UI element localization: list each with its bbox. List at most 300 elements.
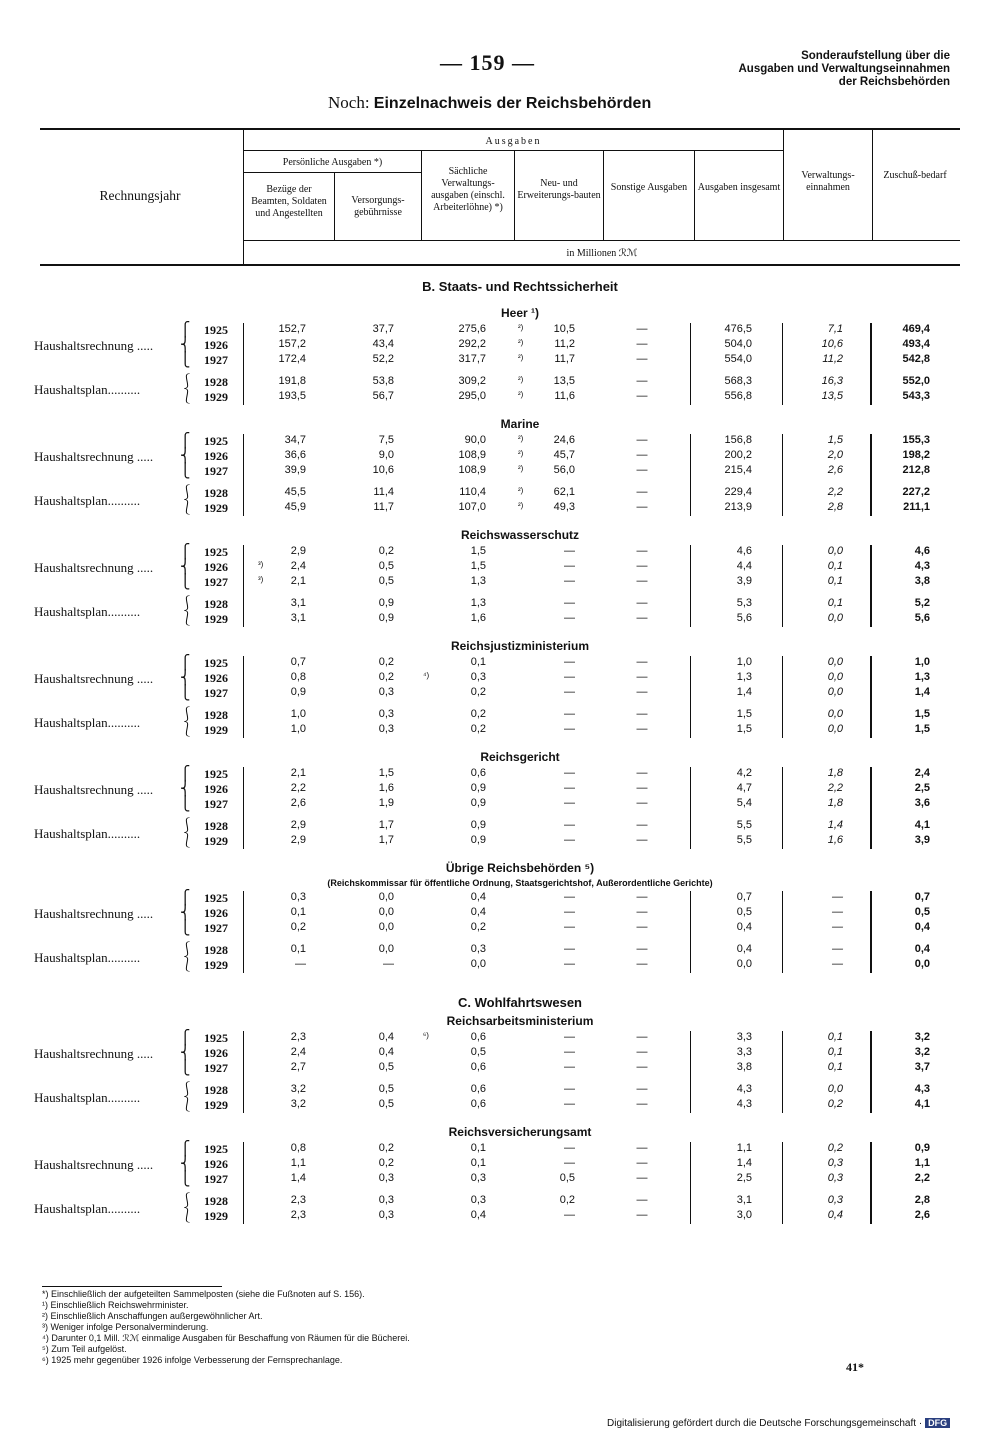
value-cell-c4: —	[564, 834, 575, 846]
row-label-plan: Haushaltsplan..........	[34, 493, 141, 508]
year-cell: 1929	[204, 612, 228, 626]
year-cell: 1926	[204, 671, 228, 685]
section-heading: Reichsjustizministerium	[450, 639, 590, 653]
value-cell-c2: 53,8	[372, 375, 394, 387]
value-cell-c2: 0,4	[378, 1046, 394, 1058]
value-cell-c3: 0,9	[470, 782, 486, 794]
value-cell-c8: 2,6	[914, 1209, 930, 1221]
value-cell-c2: 1,9	[378, 797, 394, 809]
value-cell-c5: —	[636, 723, 648, 735]
year-cell: 1925	[204, 1031, 228, 1045]
year-cell: 1928	[204, 1194, 228, 1208]
value-cell-c1: 172,4	[278, 353, 306, 365]
value-cell-c1: 0,9	[290, 686, 306, 698]
value-cell-c8: 542,8	[902, 353, 930, 365]
value-cell-c7: 0,1	[827, 1031, 843, 1043]
value-cell-c1: 3,1	[290, 612, 306, 624]
value-cell-c4: 11,6	[554, 390, 575, 402]
value-cell-c1: 2,3	[290, 1194, 306, 1206]
brace-icon: ⎧ ⎨ ⎩	[180, 1030, 191, 1076]
column-rule	[870, 767, 872, 849]
value-cell-c8: 0,0	[914, 958, 930, 970]
value-cell-c4: —	[564, 943, 575, 955]
value-cell-c5: —	[636, 686, 648, 698]
value-cell-c3: 1,3	[470, 597, 486, 609]
value-cell-c7: 1,6	[827, 834, 843, 846]
value-cell-c8: 155,3	[902, 434, 930, 446]
value-cell-c6: 3,3	[736, 1046, 752, 1058]
value-cell-c7: 0,1	[827, 575, 843, 587]
value-cell-c3: 0,1	[470, 656, 486, 668]
value-cell-c3: 0,9	[470, 819, 486, 831]
value-cell-c1: 45,5	[284, 486, 306, 498]
value-cell-c1: 0,8	[290, 671, 306, 683]
value-cell-c7: 0,1	[827, 1061, 843, 1073]
value-cell-c3: 90,0	[464, 434, 486, 446]
footnote-marker: ²)	[518, 501, 524, 510]
year-group	[0, 323, 1000, 405]
value-cell-c6: 4,3	[736, 1098, 752, 1110]
column-rule	[870, 434, 872, 516]
section-heading: Heer ¹)	[500, 306, 539, 320]
value-cell-c8: 1,4	[914, 686, 930, 698]
value-cell-c2: 52,2	[372, 353, 394, 365]
year-cell: 1927	[204, 353, 228, 367]
value-cell-c5: —	[636, 612, 648, 624]
value-cell-c1: 36,6	[284, 449, 306, 461]
section-heading: Reichsversicherungsamt	[448, 1125, 592, 1139]
value-cell-c2: 0,0	[378, 921, 394, 933]
value-cell-c8: 552,0	[902, 375, 930, 387]
value-cell-c7: —	[832, 906, 843, 918]
table-row	[0, 464, 1000, 479]
col-divider	[603, 151, 604, 240]
value-cell-c7: 0,2	[827, 1098, 843, 1110]
section-heading: Reichswasserschutz	[460, 528, 580, 542]
value-cell-c8: 4,1	[914, 1098, 930, 1110]
year-group	[0, 545, 1000, 627]
value-cell-c8: 0,9	[914, 1142, 930, 1154]
value-cell-c4: 49,3	[553, 501, 575, 513]
value-cell-c4: —	[564, 891, 575, 903]
header-bottom-rule	[40, 264, 960, 266]
value-cell-c2: 0,0	[378, 891, 394, 903]
value-cell-c3: 1,5	[470, 560, 486, 572]
value-cell-c3: 292,2	[458, 338, 486, 350]
value-cell-c7: 0,0	[827, 723, 843, 735]
table-row	[0, 1061, 1000, 1076]
value-cell-c6: 200,2	[724, 449, 752, 461]
value-cell-c5: —	[636, 560, 648, 572]
column-rule	[870, 323, 872, 405]
value-cell-c6: 229,4	[724, 486, 752, 498]
value-cell-c8: 1,5	[914, 723, 930, 735]
brace-icon: ⎰ ⎱	[180, 374, 194, 405]
brace-icon: ⎰ ⎱	[180, 485, 194, 516]
value-cell-c4: —	[564, 819, 575, 831]
year-cell: 1928	[204, 1083, 228, 1097]
brace-icon: ⎧ ⎨ ⎩	[180, 433, 191, 479]
value-cell-c7: 0,0	[827, 708, 843, 720]
rechnungsjahr-header: Rechnungsjahr	[99, 188, 181, 203]
column-rule	[870, 545, 872, 627]
table-body	[0, 275, 1000, 1224]
value-cell-c2: 0,2	[378, 656, 394, 668]
value-cell-c6: 215,4	[724, 464, 752, 476]
dfg-credit	[607, 1418, 950, 1429]
value-cell-c2: 56,7	[372, 390, 394, 402]
footnote-marker: ²)	[518, 434, 524, 443]
bezuege-header: Bezüge der Beamten, Soldaten und Angestellten	[251, 184, 327, 219]
table-row	[0, 353, 1000, 368]
value-cell-c5: —	[636, 834, 648, 846]
brace-icon: ⎰ ⎱	[180, 942, 194, 973]
table-row	[0, 921, 1000, 936]
value-cell-c4: —	[564, 1031, 575, 1043]
value-cell-c6: 4,7	[736, 782, 752, 794]
column-rule	[243, 767, 244, 849]
value-cell-c8: 2,4	[914, 767, 930, 779]
footnotes	[42, 1289, 410, 1366]
value-cell-c7: 0,0	[827, 671, 843, 683]
row-label-rechnung: Haushaltsrechnung .....	[34, 449, 154, 464]
footnote-marker: ⁴)	[423, 671, 430, 680]
value-cell-c4: —	[564, 656, 575, 668]
value-cell-c5: —	[636, 943, 648, 955]
value-cell-c5: —	[636, 782, 648, 794]
col-divider	[694, 151, 695, 240]
value-cell-c1: 2,3	[290, 1031, 306, 1043]
value-cell-c5: —	[636, 891, 648, 903]
value-cell-c2: 1,6	[378, 782, 394, 794]
value-cell-c4: 62,1	[553, 486, 575, 498]
page-title	[328, 93, 651, 113]
value-cell-c3: 0,2	[470, 708, 486, 720]
value-cell-c3: 295,0	[458, 390, 486, 402]
sonder-heading	[700, 50, 950, 89]
value-cell-c7: 11,2	[822, 353, 843, 365]
value-cell-c4: —	[564, 723, 575, 735]
value-cell-c4: 11,2	[554, 338, 575, 350]
value-cell-c3: 0,3	[470, 943, 486, 955]
value-cell-c4: —	[564, 575, 575, 587]
value-cell-c7: 0,1	[827, 560, 843, 572]
value-cell-c7: 2,0	[827, 449, 843, 461]
value-cell-c8: 198,2	[902, 449, 930, 461]
value-cell-c3: 0,6	[470, 1061, 486, 1073]
column-rule	[782, 767, 783, 849]
column-rule	[690, 323, 691, 405]
brace-icon: ⎧ ⎨ ⎩	[180, 655, 191, 701]
year-cell: 1927	[204, 1061, 228, 1075]
brace-icon: ⎧ ⎨ ⎩	[180, 766, 191, 812]
value-cell-c4: —	[564, 686, 575, 698]
value-cell-c6: 5,5	[736, 819, 752, 831]
value-cell-c1: 2,7	[290, 1061, 306, 1073]
page-reference: 41*	[846, 1360, 864, 1374]
value-cell-c5: —	[636, 575, 648, 587]
value-cell-c7: 7,1	[827, 323, 843, 335]
value-cell-c4: —	[564, 1098, 575, 1110]
value-cell-c1: 191,8	[278, 375, 306, 387]
value-cell-c3: 108,9	[458, 464, 486, 476]
year-cell: 1928	[204, 708, 228, 722]
year-cell: 1927	[204, 797, 228, 811]
value-cell-c1: 2,9	[290, 834, 306, 846]
value-cell-c6: 0,5	[736, 906, 752, 918]
brace-icon: ⎧ ⎨ ⎩	[180, 890, 191, 936]
column-rule	[782, 1031, 783, 1113]
row-label-rechnung: Haushaltsrechnung .....	[34, 560, 154, 575]
value-cell-c4: —	[564, 767, 575, 779]
value-cell-c7: 0,4	[827, 1209, 843, 1221]
year-cell: 1926	[204, 1046, 228, 1060]
year-cell: 1929	[204, 1209, 228, 1223]
year-group	[0, 434, 1000, 516]
value-cell-c8: 3,2	[914, 1046, 930, 1058]
value-cell-c2: 0,5	[378, 575, 394, 587]
value-cell-c8: 543,3	[902, 390, 930, 402]
value-cell-c3: 0,5	[470, 1046, 486, 1058]
year-group	[0, 891, 1000, 973]
value-cell-c2: 0,4	[378, 1031, 394, 1043]
year-cell: 1929	[204, 834, 228, 848]
value-cell-c3: 0,1	[470, 1157, 486, 1169]
row-label-plan: Haushaltsplan..........	[34, 715, 141, 730]
zuschuss-header: Zuschuß-bedarf	[883, 170, 947, 181]
brace-icon: ⎰ ⎱	[180, 818, 194, 849]
value-cell-c6: 3,3	[736, 1031, 752, 1043]
value-cell-c1: 2,4	[290, 560, 306, 572]
value-cell-c8: 3,2	[914, 1031, 930, 1043]
column-rule	[243, 656, 244, 738]
value-cell-c3: 0,6	[470, 1098, 486, 1110]
value-cell-c4: 45,7	[553, 449, 575, 461]
value-cell-c8: 1,5	[914, 708, 930, 720]
value-cell-c8: 5,2	[914, 597, 930, 609]
value-cell-c3: 0,3	[470, 1172, 486, 1184]
year-cell: 1928	[204, 943, 228, 957]
brace-icon: ⎧ ⎨ ⎩	[180, 544, 191, 590]
value-cell-c4: 10,5	[553, 323, 575, 335]
value-cell-c8: 0,4	[914, 921, 930, 933]
value-cell-c6: 3,0	[736, 1209, 752, 1221]
year-cell: 1929	[204, 390, 228, 404]
value-cell-c6: 0,4	[736, 921, 752, 933]
value-cell-c4: —	[564, 671, 575, 683]
footnote-rule	[42, 1286, 222, 1287]
value-cell-c8: 493,4	[902, 338, 930, 350]
year-cell: 1929	[204, 723, 228, 737]
table-row	[0, 323, 1000, 338]
value-cell-c6: 0,4	[736, 943, 752, 955]
value-cell-c1: 1,4	[290, 1172, 306, 1184]
footnote-marker: ²)	[518, 353, 524, 362]
header-top-rule	[40, 128, 960, 130]
value-cell-c1: 2,9	[290, 545, 306, 557]
value-cell-c2: 1,7	[378, 819, 394, 831]
footnote-marker: ²)	[518, 338, 524, 347]
value-cell-c2: 0,3	[378, 723, 394, 735]
value-cell-c6: 476,5	[724, 323, 752, 335]
year-cell: 1928	[204, 597, 228, 611]
value-cell-c8: 5,6	[914, 612, 930, 624]
ausgaben-header: Ausgaben	[485, 136, 542, 147]
value-cell-c7: 2,2	[827, 486, 843, 498]
value-cell-c6: 4,2	[736, 767, 752, 779]
value-cell-c6: 0,7	[736, 891, 752, 903]
col-divider	[872, 130, 873, 240]
row-label-rechnung: Haushaltsrechnung .....	[34, 906, 154, 921]
table-row	[0, 434, 1000, 449]
year-cell: 1925	[204, 545, 228, 559]
value-cell-c4: —	[564, 708, 575, 720]
value-cell-c5: —	[636, 767, 648, 779]
section-subheading: (Reichskommissar für öffentliche Ordnung, Staatsgerichtshof, Außerordentliche Gerichte)	[327, 878, 713, 888]
column-rule	[782, 323, 783, 405]
value-cell-c5: —	[636, 545, 648, 557]
table-row	[0, 1031, 1000, 1046]
value-cell-c1: 0,2	[290, 921, 306, 933]
column-rule	[870, 891, 872, 973]
value-cell-c8: 3,9	[914, 834, 930, 846]
value-cell-c5: —	[636, 390, 648, 402]
value-cell-c1: 157,2	[278, 338, 306, 350]
value-cell-c8: 4,6	[914, 545, 930, 557]
value-cell-c5: —	[636, 1157, 648, 1169]
value-cell-c8: 0,7	[914, 891, 930, 903]
sonstige-header: Sonstige Ausgaben	[610, 182, 688, 193]
value-cell-c8: 1,1	[914, 1157, 930, 1169]
value-cell-c3: 0,9	[470, 834, 486, 846]
value-cell-c7: 0,1	[827, 1046, 843, 1058]
value-cell-c2: 0,5	[378, 1061, 394, 1073]
year-cell: 1926	[204, 782, 228, 796]
page-number: — 159 —	[440, 50, 535, 75]
value-cell-c3: 0,9	[470, 797, 486, 809]
value-cell-c1: 3,2	[290, 1083, 306, 1095]
value-cell-c1: 2,3	[290, 1209, 306, 1221]
value-cell-c6: 1,4	[736, 1157, 752, 1169]
value-cell-c4: —	[564, 1142, 575, 1154]
table-row	[0, 767, 1000, 782]
year-cell: 1925	[204, 434, 228, 448]
section-heading: Übrige Reichsbehörden ⁵)	[445, 861, 595, 875]
value-cell-c8: 227,2	[902, 486, 930, 498]
footnote-marker: ²)	[518, 449, 524, 458]
section-heading: Marine	[500, 417, 540, 431]
value-cell-c3: 0,4	[470, 891, 486, 903]
column-rule	[243, 1031, 244, 1113]
section-heading: B. Staats- und Rechtssicherheit	[422, 279, 618, 294]
year-cell: 1925	[204, 891, 228, 905]
value-cell-c5: —	[636, 449, 648, 461]
value-cell-c8: 0,5	[914, 906, 930, 918]
value-cell-c4: —	[564, 597, 575, 609]
row-label-plan: Haushaltsplan..........	[34, 826, 141, 841]
value-cell-c3: 0,6	[470, 1031, 486, 1043]
value-cell-c3: 317,7	[458, 353, 486, 365]
value-cell-c8: 469,4	[902, 323, 930, 335]
value-cell-c2: 1,7	[378, 834, 394, 846]
column-rule	[870, 1031, 872, 1113]
value-cell-c2: 0,5	[378, 1083, 394, 1095]
value-cell-c2: 0,2	[378, 1157, 394, 1169]
value-cell-c8: 4,3	[914, 1083, 930, 1095]
value-cell-c6: 5,4	[736, 797, 752, 809]
col-divider	[783, 130, 784, 240]
value-cell-c7: 0,3	[827, 1157, 843, 1169]
value-cell-c2: 1,5	[378, 767, 394, 779]
value-cell-c3: 0,1	[470, 1142, 486, 1154]
year-cell: 1926	[204, 338, 228, 352]
value-cell-c1: 34,7	[284, 434, 306, 446]
value-cell-c3: 0,2	[470, 723, 486, 735]
value-cell-c4: 24,6	[553, 434, 575, 446]
col-divider	[514, 151, 515, 240]
value-cell-c5: —	[636, 921, 648, 933]
value-cell-c5: —	[636, 464, 648, 476]
units-label: in Millionen ℛℳ	[566, 248, 638, 259]
year-cell: 1929	[204, 501, 228, 515]
value-cell-c6: 3,8	[736, 1061, 752, 1073]
value-cell-c7: 1,4	[827, 819, 843, 831]
table-row	[0, 797, 1000, 812]
row-label-rechnung: Haushaltsrechnung .....	[34, 782, 154, 797]
value-cell-c8: 3,7	[914, 1061, 930, 1073]
column-rule	[243, 323, 244, 405]
persoenliche-header: Persönliche Ausgaben *)	[282, 157, 383, 168]
value-cell-c8: 3,6	[914, 797, 930, 809]
footnote-marker: ²)	[518, 390, 524, 399]
value-cell-c7: —	[832, 891, 843, 903]
column-rule	[690, 545, 691, 627]
value-cell-c3: 1,3	[470, 575, 486, 587]
value-cell-c8: 1,3	[914, 671, 930, 683]
value-cell-c3: 107,0	[458, 501, 486, 513]
value-cell-c6: 156,8	[724, 434, 752, 446]
column-rule	[243, 891, 244, 973]
value-cell-c4: —	[564, 545, 575, 557]
brace-icon: ⎰ ⎱	[180, 1082, 194, 1113]
value-cell-c3: 0,0	[470, 958, 486, 970]
col-divider	[421, 151, 422, 240]
value-cell-c4: 56,0	[553, 464, 575, 476]
value-cell-c3: 110,4	[459, 486, 486, 498]
value-cell-c5: —	[636, 671, 648, 683]
value-cell-c1: 39,9	[284, 464, 306, 476]
value-cell-c4: —	[564, 1157, 575, 1169]
value-cell-c2: 0,2	[378, 671, 394, 683]
units-rule	[244, 240, 960, 241]
value-cell-c5: —	[636, 434, 648, 446]
column-rule	[782, 1142, 783, 1224]
sonder-line: Sonderaufstellung über die	[801, 50, 950, 62]
footnote-marker: ²)	[518, 375, 524, 384]
value-cell-c2: 11,7	[373, 501, 394, 513]
value-cell-c8: 212,8	[902, 464, 930, 476]
value-cell-c1: 1,0	[290, 708, 306, 720]
value-cell-c6: 5,5	[736, 834, 752, 846]
value-cell-c1: 3,1	[290, 597, 306, 609]
value-cell-c6: 213,9	[724, 501, 752, 513]
value-cell-c5: —	[636, 1209, 648, 1221]
year-cell: 1927	[204, 686, 228, 700]
value-cell-c6: 0,0	[736, 958, 752, 970]
value-cell-c8: 1,0	[914, 656, 930, 668]
row-label-plan: Haushaltsplan..........	[34, 382, 141, 397]
column-rule	[870, 656, 872, 738]
